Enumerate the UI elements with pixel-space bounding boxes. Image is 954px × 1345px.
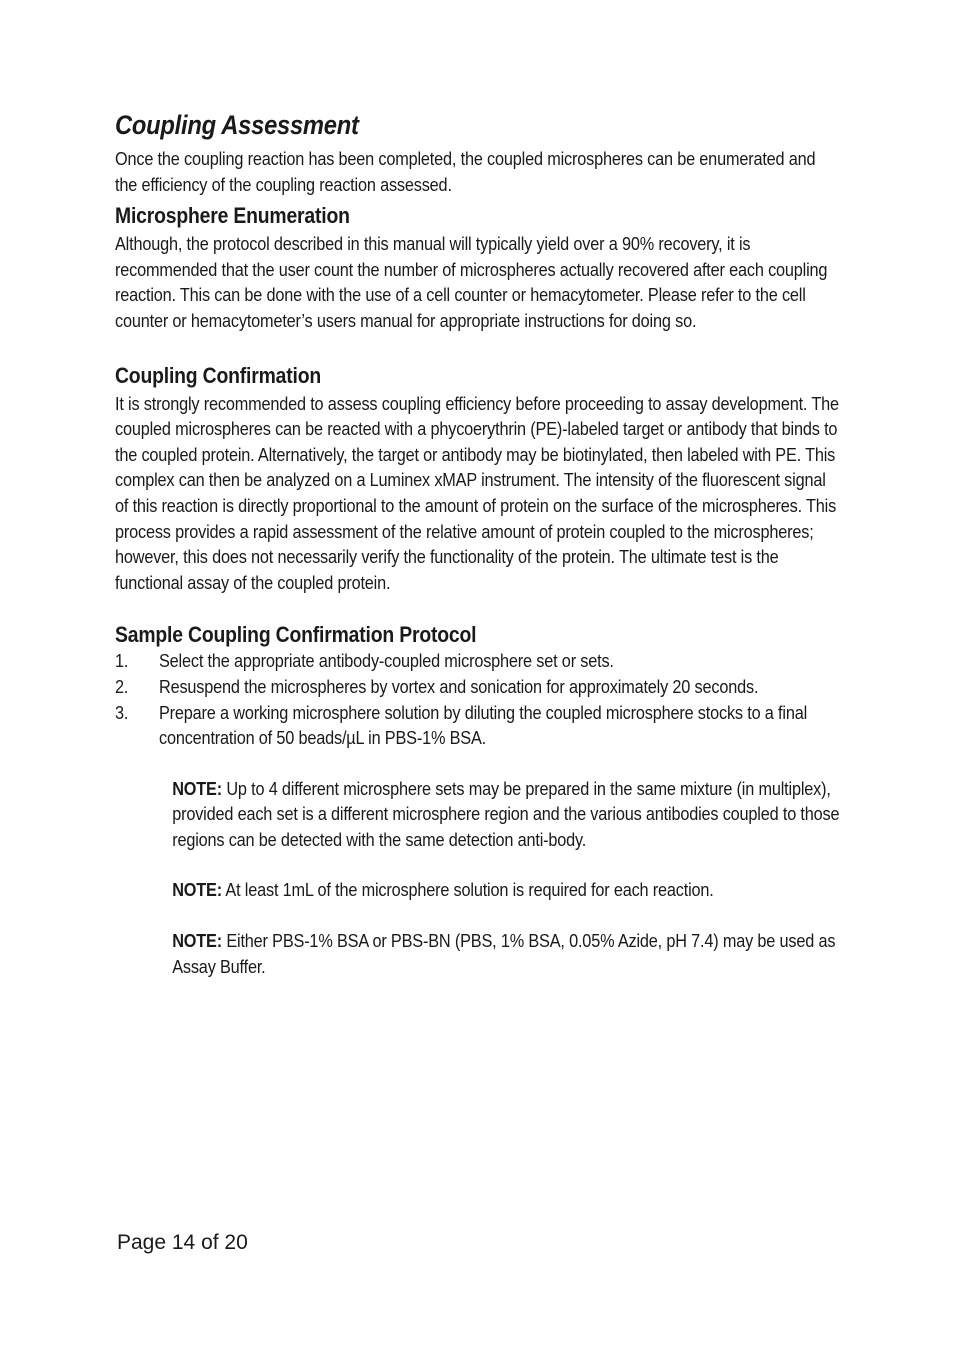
protocol-steps [115,648,840,750]
note-label: NOTE: [172,930,222,952]
note-text: Up to 4 different microsphere sets may be prepared in the same mixture (in multiplex), provided each set is a different microsphere region and the various antibodies coupled to those regions can be detected with the same detection anti-body. [172,777,840,850]
step-text: Resuspend the microspheres by vortex and sonication for approximately 20 seconds. [159,675,759,697]
note [172,928,840,979]
protocol-step [115,674,840,700]
note-label: NOTE: [172,879,222,901]
confirmation-body: It is strongly recommended to assess coupling efficiency before proceeding to assay development. The coupled microspheres can be reacted with a phycoerythrin (PE)-labeled target or antibody that binds to the coupled protein. Alternatively, the target or antibody may be biotinylated, then labeled with PE. This complex can then be analyzed on a Luminex xMAP instrument. The intensity of the fluorescent signal of this reaction is directly proportional to the amount of protein on the surface of the microspheres. This process provides a rapid assessment of the relative amount of protein coupled to the microspheres; however, this does not necessarily verify the functionality of the protein. The ultimate test is the functional assay of the coupled protein. [115,392,839,593]
note [172,776,840,853]
protocol-step [115,648,840,674]
step-number: 1. [115,650,129,672]
section-intro: Once the coupling reaction has been completed, the coupled microspheres can be enumerated and the efficiency of the coupling reaction assessed. [115,148,816,195]
step-text: Prepare a working microsphere solution by diluting the coupled microsphere stocks to a final concentration of 50 beads/µL in PBS-1% BSA. [159,701,808,749]
note [172,877,840,903]
page-content [115,108,840,1004]
note-text: At least 1mL of the microsphere solution is required for each reaction. [221,879,714,901]
note-label: NOTE: [172,777,222,799]
step-number: 3. [115,701,129,723]
step-number: 2. [115,675,129,697]
section-title: Coupling Assessment [115,110,359,140]
enumeration-body: Although, the protocol described in this manual will typically yield over a 90% recovery, it is recommended that the user count the number of microspheres actually recovered after each coupling reaction. This can be done with the use of a cell counter or hemacytometer. Please refer to the cell counter or hemacytometer’s users manual for appropriate instructions for doing so. [115,233,828,331]
note-text: Either PBS-1% BSA or PBS-BN (PBS, 1% BSA, 0.05% Azide, pH 7.4) may be used as Assay Buffer. [172,930,836,977]
protocol-step [115,700,840,751]
step-text: Select the appropriate antibody-coupled microsphere set or sets. [159,650,614,672]
confirmation-heading: Coupling Confirmation [115,362,322,388]
page-number: Page 14 of 20 [117,1231,248,1254]
protocol-heading: Sample Coupling Confirmation Protocol [115,622,477,648]
protocol-notes [115,776,840,980]
enumeration-heading: Microsphere Enumeration [115,203,350,229]
document-body [115,108,840,979]
